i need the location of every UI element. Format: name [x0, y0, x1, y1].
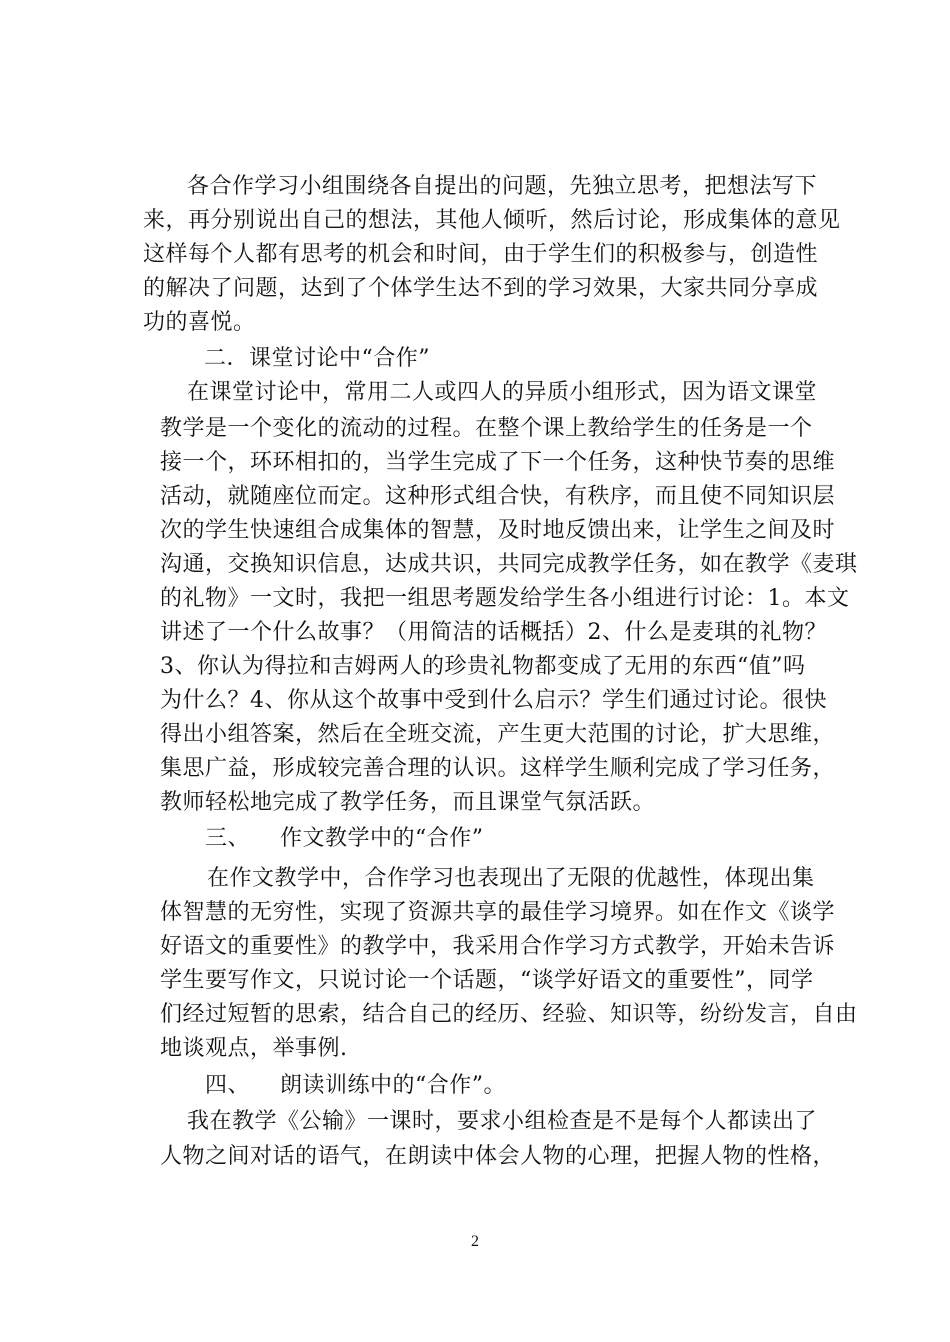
section-heading: 三、 作文教学中的“合作” [205, 826, 484, 851]
text-line: 来，再分别说出自己的想法，其他人倾听，然后讨论，形成集体的意见 [143, 208, 841, 233]
text-line: 的解决了问题，达到了个体学生达不到的学习效果，大家共同分享成 [143, 276, 819, 301]
text-line: 次的学生快速组合成集体的智慧，及时地反馈出来，让学生之间及时 [160, 518, 836, 543]
text-line: 3、你认为得拉和吉姆两人的珍贵礼物都变成了无用的东西“值”吗 [160, 654, 806, 679]
text-line: 得出小组答案，然后在全班交流，产生更大范围的讨论，扩大思维， [160, 722, 836, 747]
text-line: 教学是一个变化的流动的过程。在整个课上教给学生的任务是一个 [160, 416, 813, 441]
text-line: 我在教学《公输》一课时，要求小组检查是不是每个人都读出了 [187, 1109, 818, 1134]
text-line: 沟通，交换知识信息，达成共识，共同完成教学任务，如在教学《麦琪 [160, 552, 858, 577]
text-line: 接一个，环环相扣的，当学生完成了下一个任务，这种快节奏的思维 [160, 450, 836, 475]
text-line: 在作文教学中，合作学习也表现出了无限的优越性，体现出集 [207, 866, 815, 891]
section-heading: 四、 朗读训练中的“合作”。 [205, 1073, 506, 1098]
text-line: 各合作学习小组围绕各自提出的问题，先独立思考，把想法写下 [187, 174, 818, 199]
text-line: 学生要写作文，只说讨论一个话题，“谈学好语文的重要性”，同学 [160, 968, 814, 993]
text-line: 体智慧的无穷性，实现了资源共享的最佳学习境界。如在作文《谈学 [160, 900, 836, 925]
text-line: 人物之间对话的语气，在朗读中体会人物的心理，把握人物的性格， [160, 1144, 836, 1169]
text-line: 的礼物》一文时，我把一组思考题发给学生各小组进行讨论：1。本文 [160, 586, 850, 611]
page-number: 2 [471, 1233, 479, 1250]
text-line: 地谈观点，举事例. [160, 1036, 348, 1061]
text-line: 这样每个人都有思考的机会和时间，由于学生们的积极参与，创造性 [143, 242, 819, 267]
text-line: 讲述了一个什么故事？（用简洁的话概括）2、什么是麦琪的礼物？ [160, 620, 827, 645]
text-line: 们经过短暂的思索，结合自己的经历、经验、知识等，纷纷发言，自由 [160, 1002, 858, 1027]
text-line: 好语文的重要性》的教学中，我采用合作学习方式教学，开始未告诉 [160, 934, 836, 959]
text-line: 活动，就随座位而定。这种形式组合快，有秩序，而且使不同知识层 [160, 484, 836, 509]
text-line: 集思广益，形成较完善合理的认识。这样学生顺利完成了学习任务， [160, 756, 836, 781]
section-heading: 二．课堂讨论中“合作” [204, 346, 430, 371]
text-line: 功的喜悦。 [143, 310, 256, 335]
text-line: 在课堂讨论中，常用二人或四人的异质小组形式，因为语文课堂 [187, 380, 818, 405]
text-line: 为什么？4、你从这个故事中受到什么启示？学生们通过讨论。很快 [160, 688, 827, 713]
text-line: 教师轻松地完成了教学任务，而且课堂气氛活跃。 [160, 790, 656, 815]
